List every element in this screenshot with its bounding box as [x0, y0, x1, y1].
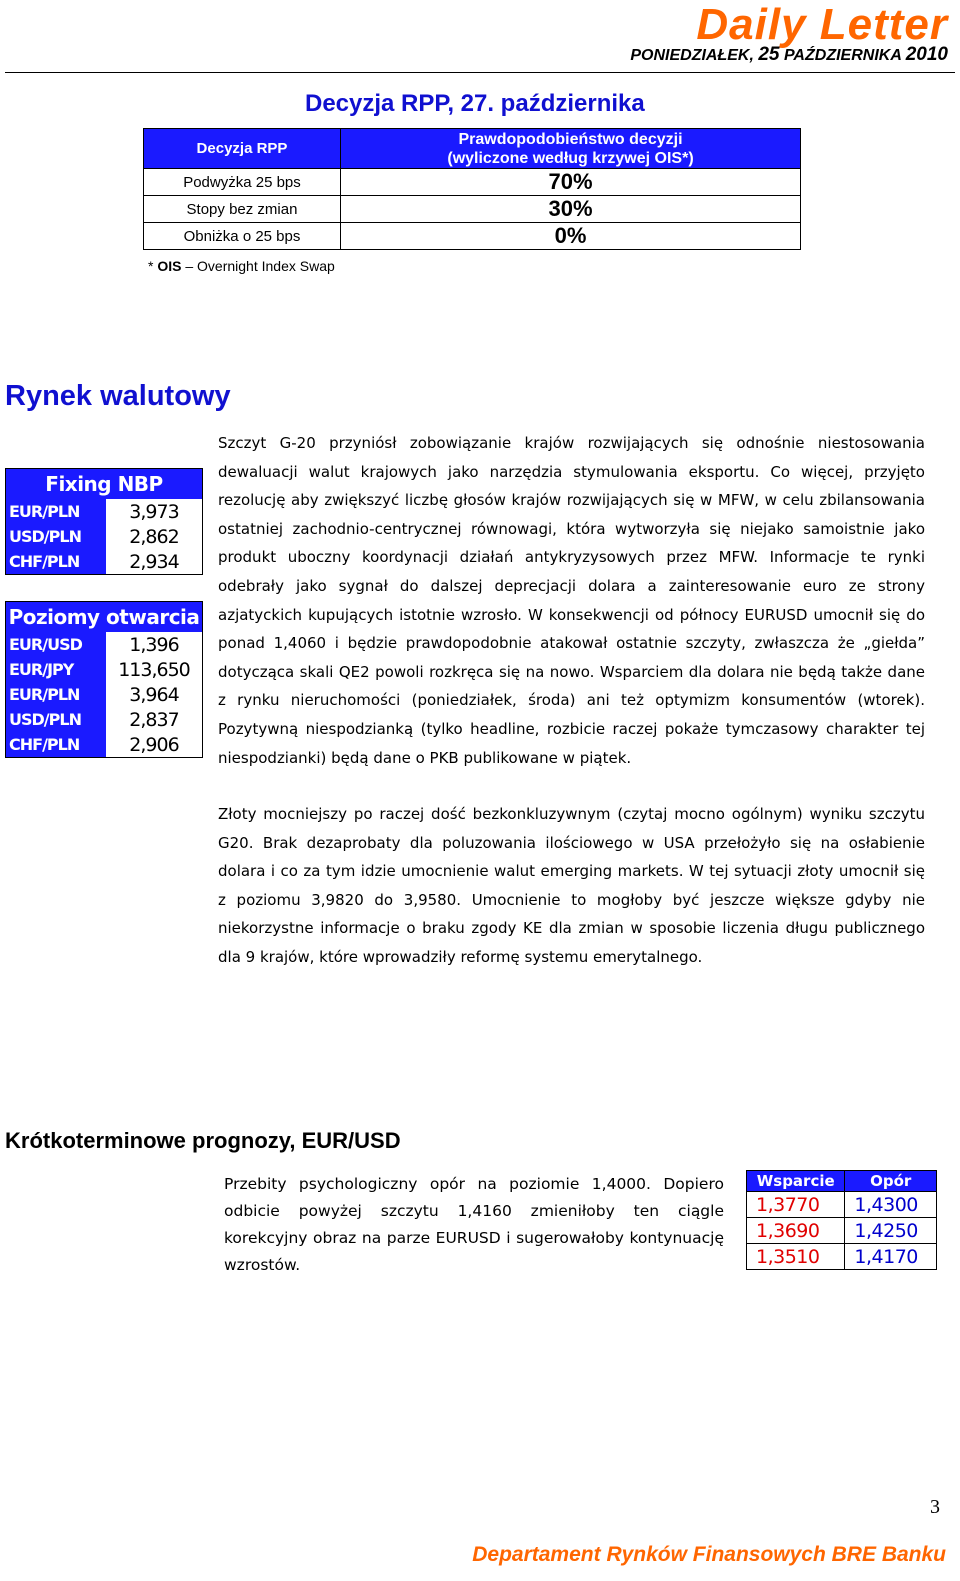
brand-title: Daily Letter — [696, 0, 948, 49]
section-title-forecast: Krótkoterminowe prognozy, EUR/USD — [5, 1128, 401, 1153]
table-header-row — [747, 1171, 937, 1192]
ois-footnote — [148, 258, 335, 274]
currency-pair: CHF/PLN — [6, 549, 106, 574]
rate-value: 2,906 — [129, 733, 179, 756]
opening-levels-box — [5, 601, 203, 758]
rate-value: 2,837 — [129, 708, 179, 731]
opening-title: Poziomy otwarcia — [6, 602, 202, 632]
list-item — [6, 549, 202, 574]
rate-value: 1,396 — [129, 633, 179, 656]
table-row — [144, 169, 801, 196]
date-year: 2010 — [905, 44, 948, 65]
list-item — [6, 682, 202, 707]
rate-value: 2,934 — [129, 550, 179, 573]
date-month: PAŹDZIERNIKA — [779, 47, 906, 64]
forecast-paragraph: Przebity psychologiczny opór na poziomie 1,4000. Dopiero odbicie powyżej szczytu 1,4160 zmieniłoby ten ciągle korekcyjny obraz na parze EURUSD i sugerowałoby kontynuację wzrostów. — [224, 1175, 724, 1274]
list-item — [6, 499, 202, 524]
note-prefix: * — [148, 258, 158, 274]
col-resistance-header: Opór — [845, 1171, 937, 1192]
date-day: 25 — [758, 44, 780, 65]
decision-probability: 0% — [341, 223, 801, 250]
resistance-level: 1,4170 — [845, 1244, 937, 1270]
list-item — [6, 632, 202, 657]
resistance-level: 1,4250 — [845, 1218, 937, 1244]
col-probability-header — [341, 129, 801, 169]
note-ois: OIS — [157, 258, 182, 274]
fixing-title: Fixing NBP — [6, 469, 202, 499]
list-item — [6, 707, 202, 732]
col-decision-header: Decyzja RPP — [144, 129, 341, 169]
resistance-level: 1,4300 — [845, 1192, 937, 1218]
probability-header-line2: (wyliczone według krzywej OIS*) — [447, 149, 694, 167]
currency-pair: USD/PLN — [6, 524, 106, 549]
footer-department: Departament Rynków Finansowych BRE Banku — [472, 1543, 946, 1566]
currency-pair: EUR/USD — [6, 632, 106, 657]
fx-commentary-paragraph-1: Szczyt G-20 przyniósł zobowiązanie krajów rozwijających się odnośnie niestosowania dewaluacji walut krajowych jako narzędzia stymulowania eksportu. Co więcej, przyjęto rezolucję aby zwiększyć liczbę głosów krajów rozwijających się w MFW, w celu zbilansowania ostatniej zachodnio-centrycznej równowagi, która wytworzyła się niejako samoistnie jako produkt uboczny koordynacji działań antykryzysowych przez MFW. Informacje te rynki odebrały jako sygnał do dalszej deprecjacji dolara a zainteresowanie euro ze strony azjatyckich kupujących istotnie wzrosło. W konsekwencji od północy EURUSD umocnił się do ponad 1,4060 i będzie prawdopodobnie atakował ostatnie szczyty, zwłaszcza że „giełda” dotycząca skali QE2 powoli rozkręca się na nowo. Wsparciem dla dolara nie będą także dane z rynku nieruchomości (poniedziałek, środa) ani też optymizm konsumentów (wtorek). Pozytywną niespodzianką (tylko headline, rozbicie raczej pokaże tymczasowy charakter tej niespodzianki) będą dane o PKB publikowane w piątek. — [218, 434, 925, 767]
fixing-nbp-box — [5, 468, 203, 575]
table-row — [144, 223, 801, 250]
rate-value: 2,862 — [129, 525, 179, 548]
decision-probability: 30% — [341, 196, 801, 223]
support-resistance-table — [746, 1170, 937, 1270]
header-divider — [5, 72, 955, 73]
list-item — [6, 732, 202, 757]
rpp-decision-title: Decyzja RPP, 27. października — [305, 90, 645, 117]
currency-pair: EUR/JPY — [6, 657, 106, 682]
fx-commentary-paragraph-2: Złoty mocniejszy po raczej dość bezkonkluzywnym (czytaj mocno ogólnym) wyniku szczytu G20. Brak dezaprobaty dla poluzowania ilościowego w USA przełożyło się na osłabienie dolara i co za tym idzie umocnienie walut emerging markets. W tej sytuacji złoty umocnił się z poziomu 3,9820 do 3,9580. Umocnienie to mogłoby być jeszcze większe gdyby nie niekorzystne informacje o braku zgody KE dla zmian w sposobie liczenia długu publicznego dla 9 krajów, które wprowadziły reformę systemu emerytalnego. — [218, 805, 925, 966]
decision-label: Podwyżka 25 bps — [144, 169, 341, 196]
list-item — [6, 524, 202, 549]
support-level: 1,3690 — [747, 1218, 845, 1244]
decision-label: Stopy bez zmian — [144, 196, 341, 223]
rate-value: 113,650 — [118, 658, 190, 681]
decision-probability: 70% — [341, 169, 801, 196]
note-rest: – Overnight Index Swap — [181, 258, 335, 274]
issue-date — [630, 44, 948, 66]
currency-pair: EUR/PLN — [6, 499, 106, 524]
date-prefix: PONIEDZIAŁEK, — [630, 47, 759, 64]
support-level: 1,3770 — [747, 1192, 845, 1218]
table-row — [144, 196, 801, 223]
currency-pair: USD/PLN — [6, 707, 106, 732]
rate-value: 3,973 — [129, 500, 179, 523]
currency-pair: EUR/PLN — [6, 682, 106, 707]
list-item — [6, 657, 202, 682]
col-support-header: Wsparcie — [747, 1171, 845, 1192]
table-row — [747, 1244, 937, 1270]
rate-value: 3,964 — [129, 683, 179, 706]
decision-label: Obniżka o 25 bps — [144, 223, 341, 250]
page-number: 3 — [930, 1496, 940, 1518]
rpp-probability-table — [143, 128, 801, 250]
probability-header-line1: Prawdopodobieństwo decyzji — [458, 130, 683, 148]
table-row — [747, 1192, 937, 1218]
table-header-row — [144, 129, 801, 169]
table-row — [747, 1218, 937, 1244]
section-title-fx: Rynek walutowy — [5, 380, 231, 412]
currency-pair: CHF/PLN — [6, 732, 106, 757]
support-level: 1,3510 — [747, 1244, 845, 1270]
